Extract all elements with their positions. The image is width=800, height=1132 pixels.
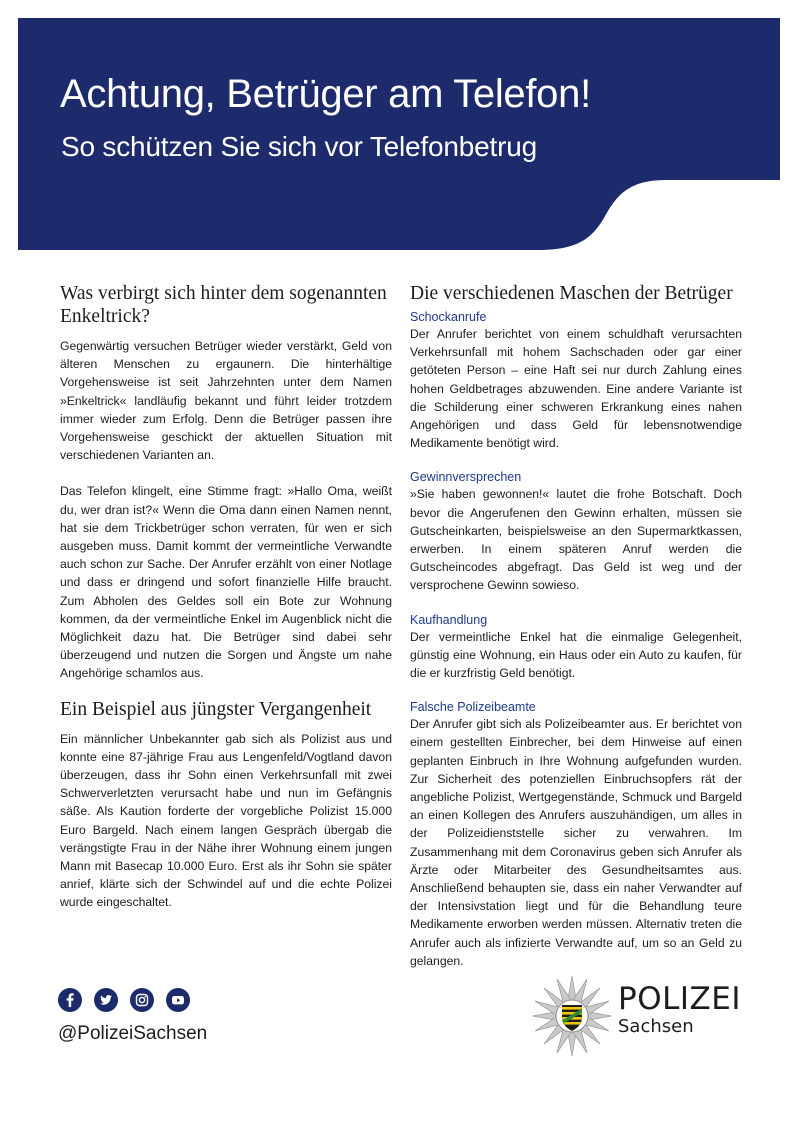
- left-column: [60, 282, 392, 912]
- paragraph-phone-call: Das Telefon klingelt, eine Stimme fragt: »Hallo Oma, weißt du, wer dran ist?« Wenn die Oma dann einen Namen nennt, hat sie dem Trickbetrüger schon verraten, für wen er sich ausgeben muss. Damit kommt der vermeintliche Verwandte auch schon zur Sache. Der Anrufer erzählt von einer Notlage und dass er dringend und sofort finanzielle Hilfe braucht. Zum Abholen des Geldes soll ein Bote zur Wohnung kommen, da der vermeintliche Enkel im Augenblick nicht die Möglichkeit dazu hat. Die Betrüger sind dabei sehr überzeugend und nutzen die Sorgen und Ängste um nahe Angehörige schamlos aus.: [60, 484, 392, 681]
- section-heading-example: Ein Beispiel aus jüngster Vergangenheit: [60, 698, 372, 720]
- scheme-prize-promise: [410, 469, 742, 594]
- logo-text-sachsen: Sachsen: [618, 1016, 694, 1037]
- social-links: [58, 988, 190, 1012]
- police-star-icon: [532, 974, 612, 1060]
- scheme-purchase: [410, 612, 742, 683]
- scheme-text: Der Anrufer berichtet von einem schuldhaft verursachten Verkehrsunfall mit hohem Sachschaden oder gar einer getöteten Person – eine Haft sei nur durch Zahlung eines hohen Geldbetrages abzuwenden. Eine andere Variante ist die Schilderung einer schweren Erkrankung eines nahen Angehörigen und dass Geld für lebensnotwendige Medikamente benötigt wird.: [410, 327, 742, 451]
- logo-text-polizei: POLIZEI: [618, 981, 741, 1017]
- scheme-title: Kaufhandlung: [410, 612, 488, 627]
- paragraph-intro: Gegenwärtig versuchen Betrüger wieder verstärkt, Geld von älteren Menschen zu ergaunern. Die hinterhältige Vorgehensweise ist seit Jahrzehnten unter dem Namen »Enkeltrick« landläufig bekannt und führt leider trotzdem immer wieder zum Erfolg. Denn die Betrüger passen ihre Vorgehensweise geschickt der aktuellen Situation mit verschiedenen Varianten an.: [60, 339, 392, 463]
- section-heading-schemes: Die verschiedenen Maschen der Betrüger: [410, 283, 733, 304]
- right-column: [410, 282, 742, 987]
- facebook-icon[interactable]: [58, 988, 82, 1012]
- twitter-icon[interactable]: [94, 988, 118, 1012]
- section-heading-enkeltrick: Was verbirgt sich hinter dem sogenannten Enkeltrick?: [60, 283, 387, 327]
- scheme-fake-police: [410, 699, 742, 970]
- page-subtitle: So schützen Sie sich vor Telefonbetrug: [61, 131, 537, 162]
- page-title: Achtung, Betrüger am Telefon!: [60, 72, 591, 116]
- instagram-icon[interactable]: [130, 988, 154, 1012]
- scheme-title: Falsche Polizeibeamte: [410, 700, 536, 715]
- scheme-title: Schockanrufe: [410, 310, 487, 324]
- social-handle[interactable]: @PolizeiSachsen: [58, 1023, 208, 1044]
- scheme-text: Der Anrufer gibt sich als Polizeibeamter aus. Er berichtet von einem gestellten Einbrecher, bei dem Hinweise auf einen geplanten Einbruch in Ihre Wohnung aufgefunden wurden. Zur Sicherheit des potenziellen Einbruchsopfers rät der angebliche Polizist, Wertgegenstände, Schmuck und Bargeld an einen Kollegen des Anrufers auszuhändigen, um alles in der Polizeidienststelle sicher zu verwahren. Im Zusammenhang mit dem Coronavirus geben sich Anrufer als Ärzte oder Mitarbeiter des Gesundheitsamtes aus. Anschließend behaupten sie, dass ein naher Verwandter auf der Intensivstation liegt und für die Behandlung teure Medikamente erworben werden müssen. Alternativ treten die Anrufer auch als infizierte Verwandte auf, um so an Geld zu gelangen.: [410, 717, 742, 968]
- scheme-text: »Sie haben gewonnen!« lautet die frohe Botschaft. Doch bevor die Angerufenen den Gewinn erhalten, müssen sie Gutscheinkarten, beispielsweise an den Supermarktkassen, erwerben. In einem späteren Anruf werden die Gutscheincodes abgefragt. Das Geld ist weg und der versprochene Gewinn sowieso.: [410, 487, 742, 593]
- paragraph-example: Ein männlicher Unbekannter gab sich als Polizist aus und konnte eine 87-jährige Frau aus Lengenfeld/Vogtland davon überzeugen, dass ihr Sohn einen Verkehrsunfall mit zwei Schwerverletzten verursacht habe und nun im Gefängnis säße. Als Kaution forderte der vorgebliche Polizist 15.000 Euro Bargeld. Nach einem langen Gespräch übergab die verängstigte Frau in der Nähe ihrer Wohnung einem jungen Mann mit Basecap 10.000 Euro. Erst als ihr Sohn sie später anrief, klärte sich der Schwindel auf und die echte Polizei wurde eingeschaltet.: [60, 731, 392, 910]
- scheme-text: Der vermeintliche Enkel hat die einmalige Gelegenheit, günstig eine Wohnung, ein Haus oder ein Auto zu kaufen, für die er kurzfristig Geld benötigt.: [410, 629, 742, 681]
- scheme-title: Gewinnversprechen: [410, 470, 522, 485]
- scheme-shock-calls: [410, 309, 742, 452]
- youtube-icon[interactable]: [166, 988, 190, 1012]
